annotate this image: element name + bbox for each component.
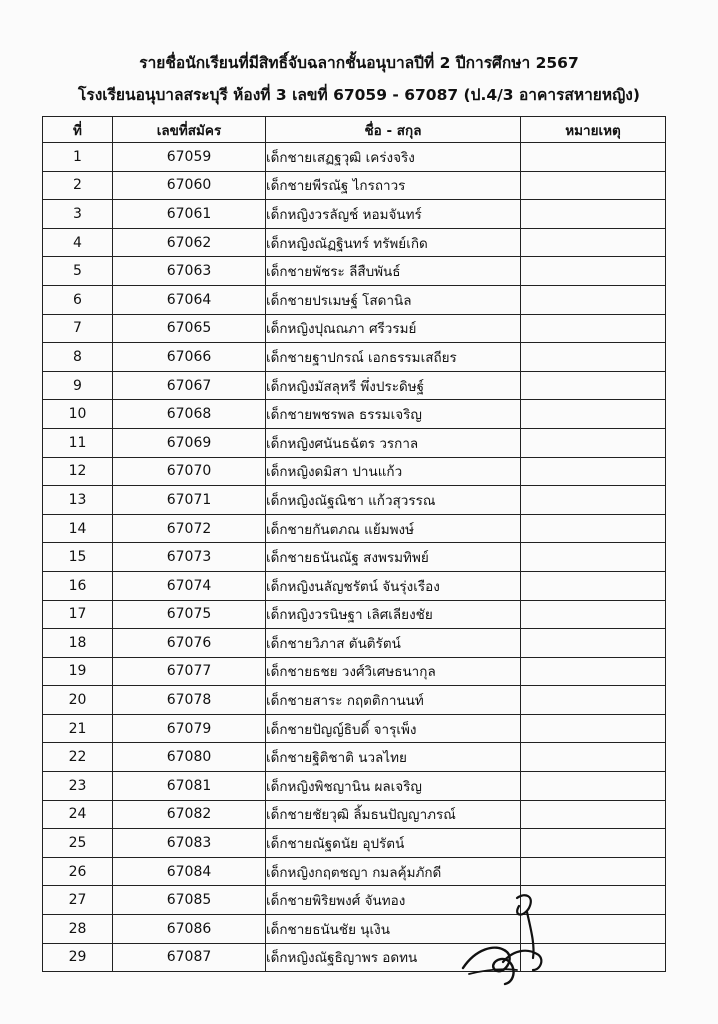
application-id-cell: 67069 — [113, 428, 266, 457]
student-name-cell: เด็กชายวิภาส ตันติรัตน์ — [266, 629, 521, 658]
remarks-cell — [521, 457, 666, 486]
student-name-cell: เด็กหญิงนลัญชรัตน์ จันรุ่งเรือง — [266, 571, 521, 600]
application-id-cell: 67067 — [113, 371, 266, 400]
row-number-cell: 11 — [43, 428, 113, 457]
row-number-cell: 22 — [43, 743, 113, 772]
remarks-cell — [521, 486, 666, 515]
table-row — [43, 857, 666, 886]
application-id-cell: 67081 — [113, 772, 266, 801]
row-number-cell: 15 — [43, 543, 113, 572]
row-number-cell: 28 — [43, 915, 113, 944]
application-id-cell: 67072 — [113, 514, 266, 543]
row-number-cell: 2 — [43, 171, 113, 200]
column-header-number: ที่ — [43, 117, 113, 143]
table-row — [43, 886, 666, 915]
row-number-cell: 16 — [43, 571, 113, 600]
student-name-cell: เด็กหญิงวรลัญช์ หอมจันทร์ — [266, 200, 521, 229]
application-id-cell: 67068 — [113, 400, 266, 429]
student-name-cell: เด็กชายพชรพล ธรรมเจริญ — [266, 400, 521, 429]
table-row — [43, 571, 666, 600]
remarks-cell — [521, 314, 666, 343]
student-name-cell: เด็กหญิงณัฏฐินทร์ ทรัพย์เกิด — [266, 228, 521, 257]
student-name-cell: เด็กชายชัยวุฒิ ลิ้มธนปัญญาภรณ์ — [266, 800, 521, 829]
student-name-cell: เด็กหญิงวรนิษฐา เลิศเลียงชัย — [266, 600, 521, 629]
row-number-cell: 7 — [43, 314, 113, 343]
application-id-cell: 67071 — [113, 486, 266, 515]
table-row — [43, 800, 666, 829]
table-row — [43, 943, 666, 972]
student-name-cell: เด็กชายธนันชัย นุเงิน — [266, 915, 521, 944]
table-row — [43, 543, 666, 572]
application-id-cell: 67059 — [113, 143, 266, 172]
table-row — [43, 200, 666, 229]
table-row — [43, 343, 666, 372]
table-row — [43, 686, 666, 715]
student-name-cell: เด็กหญิงมัสลุหรี พึ่งประดิษฐ์ — [266, 371, 521, 400]
remarks-cell — [521, 800, 666, 829]
table-row — [43, 371, 666, 400]
student-name-cell: เด็กหญิงดมิสา ปานแก้ว — [266, 457, 521, 486]
table-row — [43, 400, 666, 429]
remarks-cell — [521, 171, 666, 200]
table-row — [43, 171, 666, 200]
table-header-row — [43, 117, 666, 143]
table-row — [43, 457, 666, 486]
row-number-cell: 14 — [43, 514, 113, 543]
remarks-cell — [521, 200, 666, 229]
remarks-cell — [521, 428, 666, 457]
row-number-cell: 6 — [43, 285, 113, 314]
application-id-cell: 67063 — [113, 257, 266, 286]
row-number-cell: 1 — [43, 143, 113, 172]
application-id-cell: 67061 — [113, 200, 266, 229]
student-name-cell: เด็กชายณัฐดนัย อุปรัตน์ — [266, 829, 521, 858]
student-name-cell: เด็กชายกันตภณ แย้มพงษ์ — [266, 514, 521, 543]
application-id-cell: 67082 — [113, 800, 266, 829]
student-name-cell: เด็กหญิงณัฐณิชา แก้วสุวรรณ — [266, 486, 521, 515]
application-id-cell: 67074 — [113, 571, 266, 600]
application-id-cell: 67080 — [113, 743, 266, 772]
column-header-full-name: ชื่อ - สกุล — [266, 117, 521, 143]
row-number-cell: 23 — [43, 772, 113, 801]
row-number-cell: 18 — [43, 629, 113, 658]
table-row — [43, 314, 666, 343]
handwritten-signature — [455, 890, 565, 990]
application-id-cell: 67086 — [113, 915, 266, 944]
table-row — [43, 285, 666, 314]
student-name-cell: เด็กชายพิริยพงศ์ จันทอง — [266, 886, 521, 915]
remarks-cell — [521, 257, 666, 286]
application-id-cell: 67075 — [113, 600, 266, 629]
student-roster-table — [42, 116, 666, 972]
remarks-cell — [521, 143, 666, 172]
row-number-cell: 10 — [43, 400, 113, 429]
remarks-cell — [521, 600, 666, 629]
row-number-cell: 12 — [43, 457, 113, 486]
row-number-cell: 20 — [43, 686, 113, 715]
remarks-cell — [521, 543, 666, 572]
application-id-cell: 67064 — [113, 285, 266, 314]
table-row — [43, 829, 666, 858]
column-header-remarks: หมายเหตุ — [521, 117, 666, 143]
row-number-cell: 24 — [43, 800, 113, 829]
application-id-cell: 67079 — [113, 714, 266, 743]
row-number-cell: 26 — [43, 857, 113, 886]
table-row — [43, 143, 666, 172]
remarks-cell — [521, 400, 666, 429]
application-id-cell: 67070 — [113, 457, 266, 486]
row-number-cell: 21 — [43, 714, 113, 743]
table-row — [43, 629, 666, 658]
row-number-cell: 8 — [43, 343, 113, 372]
remarks-cell — [521, 686, 666, 715]
row-number-cell: 4 — [43, 228, 113, 257]
table-row — [43, 772, 666, 801]
remarks-cell — [521, 571, 666, 600]
row-number-cell: 25 — [43, 829, 113, 858]
application-id-cell: 67076 — [113, 629, 266, 658]
remarks-cell — [521, 343, 666, 372]
student-name-cell: เด็กชายฐาปกรณ์ เอกธรรมเสถียร — [266, 343, 521, 372]
table-row — [43, 714, 666, 743]
document-title: รายชื่อนักเรียนที่มีสิทธิ์จับฉลากชั้นอนุบาลปีที่ 2 ปีการศึกษา 2567 — [139, 54, 579, 72]
row-number-cell: 13 — [43, 486, 113, 515]
application-id-cell: 67084 — [113, 857, 266, 886]
table-row — [43, 257, 666, 286]
row-number-cell: 17 — [43, 600, 113, 629]
application-id-cell: 67060 — [113, 171, 266, 200]
remarks-cell — [521, 857, 666, 886]
table-row — [43, 915, 666, 944]
table-row — [43, 514, 666, 543]
application-id-cell: 67078 — [113, 686, 266, 715]
remarks-cell — [521, 514, 666, 543]
table-row — [43, 486, 666, 515]
student-name-cell: เด็กชายธนันณัฐ สงพรมทิพย์ — [266, 543, 521, 572]
student-name-cell: เด็กหญิงพิชญานิน ผลเจริญ — [266, 772, 521, 801]
table-body — [43, 143, 666, 972]
row-number-cell: 19 — [43, 657, 113, 686]
column-header-application-id: เลขที่สมัคร — [113, 117, 266, 143]
document-subtitle: โรงเรียนอนุบาลสระบุรี ห้องที่ 3 เลขที่ 67059 - 67087 (ป.4/3 อาคารสหายหญิง) — [78, 86, 640, 104]
row-number-cell: 9 — [43, 371, 113, 400]
application-id-cell: 67073 — [113, 543, 266, 572]
table-row — [43, 600, 666, 629]
remarks-cell — [521, 629, 666, 658]
remarks-cell — [521, 657, 666, 686]
row-number-cell: 5 — [43, 257, 113, 286]
row-number-cell: 27 — [43, 886, 113, 915]
remarks-cell — [521, 829, 666, 858]
remarks-cell — [521, 772, 666, 801]
student-name-cell: เด็กชายสาระ กฤตติกานนท์ — [266, 686, 521, 715]
row-number-cell: 3 — [43, 200, 113, 229]
student-name-cell: เด็กชายปัญญ์ธิบดิ์ จารุเพ็ง — [266, 714, 521, 743]
student-name-cell: เด็กชายเสฏฐวุฒิ เคร่งจริง — [266, 143, 521, 172]
application-id-cell: 67083 — [113, 829, 266, 858]
student-name-cell: เด็กชายธชย วงศ์วิเศษธนากุล — [266, 657, 521, 686]
table-row — [43, 228, 666, 257]
remarks-cell — [521, 228, 666, 257]
application-id-cell: 67062 — [113, 228, 266, 257]
student-name-cell: เด็กชายพีรณัฐ ไกรถาวร — [266, 171, 521, 200]
table-row — [43, 743, 666, 772]
application-id-cell: 67087 — [113, 943, 266, 972]
student-name-cell: เด็กหญิงกฤตชญา กมลคุ้มภักดี — [266, 857, 521, 886]
remarks-cell — [521, 285, 666, 314]
application-id-cell: 67065 — [113, 314, 266, 343]
student-name-cell: เด็กชายพัชระ ลีสืบพันธ์ — [266, 257, 521, 286]
remarks-cell — [521, 371, 666, 400]
student-name-cell: เด็กชายฐิติชาติ นวลไทย — [266, 743, 521, 772]
remarks-cell — [521, 743, 666, 772]
table-row — [43, 428, 666, 457]
application-id-cell: 67066 — [113, 343, 266, 372]
application-id-cell: 67077 — [113, 657, 266, 686]
student-name-cell: เด็กหญิงปุณณภา ศรีวรมย์ — [266, 314, 521, 343]
row-number-cell: 29 — [43, 943, 113, 972]
student-name-cell: เด็กหญิงศนันธฉัตร วรกาล — [266, 428, 521, 457]
table-row — [43, 657, 666, 686]
remarks-cell — [521, 714, 666, 743]
student-name-cell: เด็กชายปรเมษฐ์ โสดานิล — [266, 285, 521, 314]
student-name-cell: เด็กหญิงณัฐธิญาพร อดทน — [266, 943, 521, 972]
application-id-cell: 67085 — [113, 886, 266, 915]
